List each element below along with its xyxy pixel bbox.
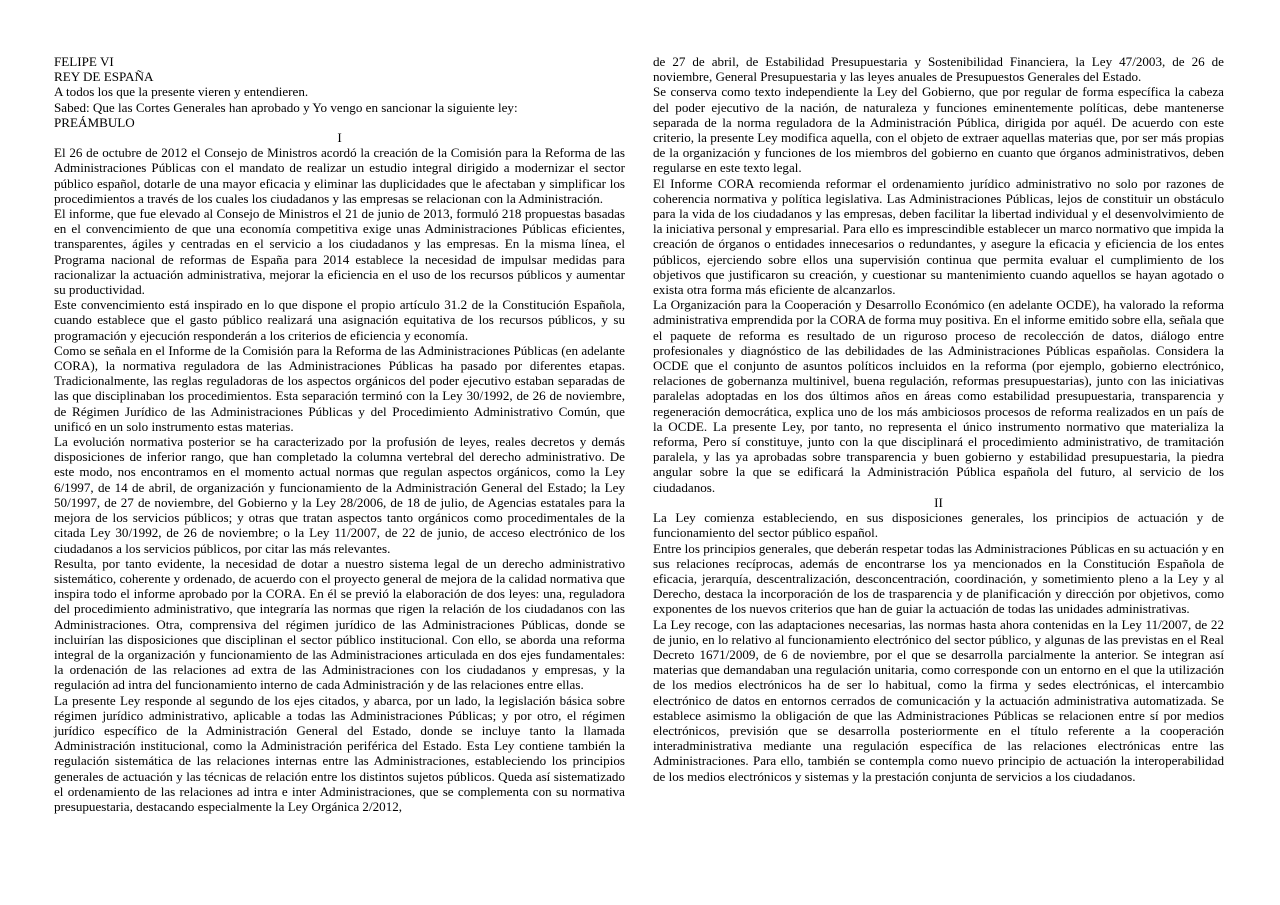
paragraph: Entre los principios generales, que deberán respetar todas las Administraciones Públicas en su actuación y en sus relaciones recíprocas, además de encontrarse los ya mencionados en la Constitución Española de eficacia, jerarquía, descentralización, desconcentración, coordinación, y sometimiento pleno a la Ley y al Derecho, destaca la incorporación de los de trasparencia y de planificación y dirección por objetivos, como exponentes de los nuevos criterios que han de guiar la actuación de todas las unidades administrativas. (653, 540, 1224, 617)
paragraph: Se conserva como texto independiente la Ley del Gobierno, que por regular de forma específica la cabeza del poder ejecutivo de la nación, de naturaleza y funciones eminentemente políticas, debe mantenerse separada de la norma reguladora de la Administración Pública, dirigida por aquél. De acuerdo con este criterio, la presente Ley modifica aquella, con el objeto de extraer aquellas materias que, por ser más propias de la organización y funciones de los miembros del gobierno en cuanto que órganos administrativos, deben regularse en este texto legal. (653, 84, 1224, 176)
king-title: REY DE ESPAÑA (54, 69, 154, 85)
sanction-statement: Sabed: Que las Cortes Generales han aprobado y Yo vengo en sancionar la siguiente ley: (54, 99, 518, 115)
section-number-i: I (337, 130, 342, 146)
paragraph: La Organización para la Cooperación y Desarrollo Económico (en adelante OCDE), ha valorado la reforma administrativa emprendida por la CORA de forma muy positiva. En el informe emitido sobre ella, señala que el paquete de reforma es resultado de un riguroso proceso de recolección de datos, diálogo entre profesionales y diagnóstico de las debilidades de las Administraciones Públicas españolas. Considera la OCDE que el conjunto de asuntos políticos incluidos en la reforma (por ejemplo, gobierno electrónico, relaciones de gobernanza multinivel, buena regulación, reformas presupuestarias), junto con las iniciativas paralelas adoptadas en los dos últimos años en áreas como estabilidad presupuestaria, transparencia y regeneración democrática, explica uno de los más ambiciosos procesos de reforma realizados en un país de la OCDE. La presente Ley, por tanto, no representa el único instrumento normativo que materializa la reforma, Pero sí constituye, junto con la que disciplinará el procedimiento administrativo, de tramitación paralela, y las ya aprobadas sobre transparencia y buen gobierno y estabilidad presupuestaria, la piedra angular sobre la que se edificará la Administración Pública española del futuro, al servicio de los ciudadanos. (653, 297, 1224, 495)
paragraph: La Ley comienza estableciendo, en sus disposiciones generales, los principios de actuación y de funcionamiento del sector público español. (653, 510, 1224, 541)
paragraph: Como se señala en el Informe de la Comisión para la Reforma de las Administraciones Públicas (en adelante CORA), la normativa reguladora de las Administraciones Públicas ha pasado por diferentes etapas. Tradicionalmente, las reglas reguladoras de los aspectos orgánicos del poder ejecutivo estaban separadas de las que disciplinaban los procedimientos. Esta separación terminó con la Ley 30/1992, de 26 de noviembre, de Régimen Jurídico de las Administraciones Públicas y del Procedimiento Administrativo Común, que unificó en un solo instrumento estas materias. (54, 342, 625, 434)
paragraph: El 26 de octubre de 2012 el Consejo de Ministros acordó la creación de la Comisión para la Reforma de las Administraciones Públicas con el mandato de realizar un estudio integral dirigido a modernizar el sector público español, dotarle de una mayor eficacia y eliminar las duplicidades que le afectaban y simplificar los procedimientos a través de los cuales los ciudadanos y las empresas se relacionan con la Administración. (54, 145, 625, 206)
section-number-ii: II (934, 494, 943, 510)
paragraph: La presente Ley responde al segundo de los ejes citados, y abarca, por un lado, la legislación básica sobre régimen jurídico administrativo, aplicable a todas las Administraciones Públicas; y por otro, el régimen jurídico específico de la Administración General del Estado, donde se incluye tanto la llamada Administración institucional, como la Administración periférica del Estado. Esta Ley contiene también la regulación sistemática de las relaciones internas entre las Administraciones, estableciendo los principios generales de actuación y las técnicas de relación entre los distintos sujetos públicos. Queda así sistematizado el ordenamiento de las relaciones ad intra e inter Administraciones, que se complementa con su normativa presupuestaria, destacando especialmente la Ley Orgánica 2/2012, (54, 692, 625, 814)
paragraph: Este convencimiento está inspirado en lo que dispone el propio artículo 31.2 de la Constitución Española, cuando establece que el gasto público realizará una asignación equitativa de los recursos públicos, y su programación y ejecución responderán a los criterios de eficiencia y economía. (54, 297, 625, 343)
paragraph: Resulta, por tanto evidente, la necesidad de dotar a nuestro sistema legal de un derecho administrativo sistemático, coherente y ordenado, de acuerdo con el proyecto general de mejora de la calidad normativa que inspira todo el informe aprobado por la CORA. En él se previó la elaboración de dos leyes: una, reguladora del procedimiento administrativo, que integraría las normas que rigen la relación de los ciudadanos con las Administraciones. Otra, comprensiva del régimen jurídico de las Administraciones Públicas, donde se incluirían las disposiciones que disciplinan el sector público institucional. Con ello, se aborda una reforma integral de la organización y funcionamiento de las Administraciones articulada en dos ejes fundamentales: la ordenación de las relaciones ad extra de las Administraciones con los ciudadanos y empresas, y la regulación ad intra del funcionamiento interno de cada Administración y de las relaciones entre ellas. (54, 555, 625, 693)
salutation: A todos los que la presente vieren y entendieren. (54, 84, 309, 100)
paragraph: de 27 de abril, de Estabilidad Presupuestaria y Sostenibilidad Financiera, la Ley 47/2003, de 26 de noviembre, General Presupuestaria y las leyes anuales de Presupuestos Generales del Estado. (653, 54, 1224, 85)
paragraph: La evolución normativa posterior se ha caracterizado por la profusión de leyes, reales decretos y demás disposiciones de inferior rango, que han completado la columna vertebral del derecho administrativo. De este modo, nos encontramos en el momento actual normas que regulan aspectos orgánicos, como la Ley 6/1997, de 14 de abril, de organización y funcionamiento de la Administración General del Estado; la Ley 50/1997, de 27 de noviembre, del Gobierno y la Ley 28/2006, de 18 de julio, de Agencias estatales para la mejora de los servicios públicos; y otras que tratan aspectos tanto orgánicos como procedimentales de la citada Ley 30/1992, de 26 de noviembre; o la Ley 11/2007, de 22 de junio, de acceso electrónico de los ciudadanos a los servicios públicos, por citar las más relevantes. (54, 434, 625, 556)
paragraph: El informe, que fue elevado al Consejo de Ministros el 21 de junio de 2013, formuló 218 propuestas basadas en el convencimiento de que una economía competitiva exige unas Administraciones Públicas eficientes, transparentes, ágiles y centradas en el servicio a los ciudadanos y las empresas. En la misma línea, el Programa nacional de reformas de España para 2014 establece la necesidad de impulsar medidas para racionalizar la actuación administrativa, mejorar la eficiencia en el uso de los recursos públicos y aumentar su productividad. (54, 206, 625, 298)
preamble-title: PREÁMBULO (54, 114, 135, 130)
king-name: FELIPE VI (54, 54, 114, 69)
paragraph: La Ley recoge, con las adaptaciones necesarias, las normas hasta ahora contenidas en la Ley 11/2007, de 22 de junio, en lo relativo al funcionamiento electrónico del sector público, y algunas de las previstas en el Real Decreto 1671/2009, de 6 de noviembre, por el que se desarrolla parcialmente la anterior. Se integran así materias que demandaban una regulación unitaria, como corresponde con un entorno en el que la utilización de los medios electrónicos ha de ser lo habitual, como la firma y sedes electrónicas, el intercambio electrónico de datos en entornos cerrados de comunicación y la actuación administrativa automatizada. Se establece asimismo la obligación de que las Administraciones Públicas se relacionen entre sí por medios electrónicos, previsión que se desarrolla posteriormente en el título referente a la cooperación interadministrativa mediante una regulación específica de las relaciones electrónicas entre las Administraciones. Para ello, también se contempla como nuevo principio de actuación la interoperabilidad de los medios electrónicos y sistemas y la prestación conjunta de servicios a los ciudadanos. (653, 616, 1224, 784)
right-column (653, 54, 1224, 784)
paragraph: El Informe CORA recomienda reformar el ordenamiento jurídico administrativo no solo por razones de coherencia normativa y política legislativa. Las Administraciones Públicas, lejos de constituir un obstáculo para la vida de los ciudadanos y las empresas, deben facilitar la libertad individual y el desenvolvimiento de la iniciativa personal y empresarial. Para ello es imprescindible establecer un marco normativo que impida la creación de órganos o entidades innecesarios o redundantes, y asegure la eficacia y eficiencia de los entes públicos, ejerciendo sobre ellos una supervisión continua que permita evaluar el cumplimiento de los objetivos que justificaron su creación, y cuestionar su mantenimiento cuando aquellos se hayan agotado o exista otra forma más eficiente de alcanzarlos. (653, 175, 1224, 298)
left-column (54, 54, 625, 814)
